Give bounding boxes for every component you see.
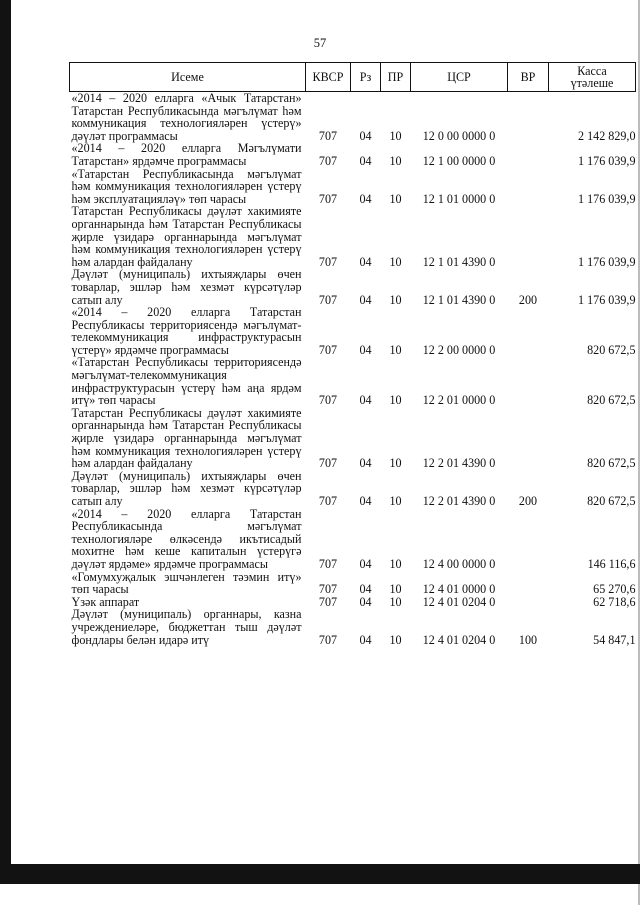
row-amount: 2 142 829,0 bbox=[578, 128, 636, 143]
row-kvsr: 707 bbox=[318, 191, 338, 206]
row-pr: 10 bbox=[389, 342, 402, 357]
row-vr bbox=[508, 142, 549, 167]
row-pr: 10 bbox=[389, 582, 402, 597]
row-csr: 12 1 01 4390 0 bbox=[422, 292, 496, 307]
row-rz: 04 bbox=[359, 153, 372, 168]
table-row bbox=[70, 608, 636, 646]
table-row bbox=[70, 508, 636, 571]
row-vr bbox=[508, 407, 549, 470]
row-csr: 12 4 01 0204 0 bbox=[422, 594, 496, 609]
row-vr bbox=[508, 92, 549, 143]
row-pr: 10 bbox=[389, 254, 402, 269]
row-name: «2014 – 2020 елларга Татарстан Республикасында мәгълүмат технологияләре өлкәсендә икътисадый мохитне һәм кеше капиталын үстерүгә дәүләт ярдәме» ярдәмче программасы bbox=[71, 506, 302, 571]
row-kvsr: 707 bbox=[318, 494, 338, 508]
row-kvsr: 707 bbox=[318, 456, 338, 471]
table-row bbox=[70, 205, 636, 268]
row-csr: 12 2 01 4390 0 bbox=[422, 456, 496, 471]
row-vr bbox=[508, 356, 549, 406]
row-name: Дәүләт (муниципаль) ихтыяҗлары өчен товарлар, эшләр һәм хезмәт күрсәтүләр сатып алу bbox=[71, 267, 302, 307]
row-name: Дәүләт (муниципаль) органнары, казна учреждениеләре, бюджеттан тыш дәүләт фондлары белән идарә итү bbox=[71, 607, 302, 647]
row-amount: 820 672,5 bbox=[587, 494, 636, 508]
row-amount: 820 672,5 bbox=[587, 342, 636, 357]
row-amount: 146 116,6 bbox=[587, 556, 636, 571]
row-rz: 04 bbox=[359, 632, 372, 647]
header-kassa-line2: үтәлеше bbox=[570, 76, 614, 90]
row-csr: 12 2 01 4390 0 bbox=[422, 494, 496, 508]
row-kvsr: 707 bbox=[318, 393, 338, 408]
header-kassa bbox=[549, 63, 636, 92]
header-rz: Рз bbox=[351, 63, 381, 92]
row-amount: 820 672,5 bbox=[587, 456, 636, 471]
row-amount: 1 176 039,9 bbox=[578, 153, 636, 168]
row-vr bbox=[508, 508, 549, 571]
budget-table bbox=[69, 62, 636, 646]
row-amount: 54 847,1 bbox=[593, 632, 636, 647]
row-kvsr: 707 bbox=[318, 594, 338, 609]
header-csr: ЦСР bbox=[411, 63, 508, 92]
row-pr: 10 bbox=[389, 191, 402, 206]
row-pr: 10 bbox=[389, 632, 402, 647]
row-csr: 12 4 01 0000 0 bbox=[422, 582, 496, 597]
table-header-row bbox=[70, 63, 636, 92]
row-pr: 10 bbox=[389, 153, 402, 168]
row-pr: 10 bbox=[389, 128, 402, 143]
row-pr: 10 bbox=[389, 594, 402, 609]
header-vr: ВР bbox=[508, 63, 549, 92]
row-rz: 04 bbox=[359, 556, 372, 571]
row-rz: 04 bbox=[359, 582, 372, 597]
row-name: «Татарстан Республикасы территориясендә мәгълүмат-телекоммуникация инфраструктурасын үстерү һәм аңа ярдәм итү» төп чарасы bbox=[71, 355, 302, 408]
row-csr: 12 1 01 4390 0 bbox=[422, 254, 496, 269]
row-name: «2014 – 2020 елларга Мәгълүмати Татарстан» ярдәмче программасы bbox=[71, 141, 302, 168]
row-vr: 100 bbox=[518, 632, 538, 647]
table-row bbox=[70, 470, 636, 508]
row-rz: 04 bbox=[359, 292, 372, 307]
table-row bbox=[70, 142, 636, 167]
row-pr: 10 bbox=[389, 494, 402, 508]
row-vr bbox=[508, 596, 549, 609]
row-kvsr: 707 bbox=[318, 128, 338, 143]
header-pr: ПР bbox=[381, 63, 411, 92]
row-pr: 10 bbox=[389, 556, 402, 571]
row-csr: 12 1 00 0000 0 bbox=[422, 153, 496, 168]
row-name: Дәүләт (муниципаль) ихтыяҗлары өчен товарлар, эшләр һәм хезмәт күрсәтүләр сатып алу bbox=[71, 468, 302, 508]
row-vr: 200 bbox=[518, 494, 538, 508]
scan-border-bottom bbox=[0, 864, 640, 884]
row-csr: 12 0 00 0000 0 bbox=[422, 128, 496, 143]
row-pr: 10 bbox=[389, 393, 402, 408]
row-vr bbox=[508, 205, 549, 268]
table-row bbox=[70, 356, 636, 406]
row-kvsr: 707 bbox=[318, 632, 338, 647]
scan-border-left bbox=[0, 0, 11, 880]
row-amount: 1 176 039,9 bbox=[578, 191, 636, 206]
row-rz: 04 bbox=[359, 494, 372, 508]
table-row bbox=[70, 306, 636, 356]
table-row bbox=[70, 268, 636, 306]
row-rz: 04 bbox=[359, 594, 372, 609]
table-row bbox=[70, 168, 636, 206]
table-row bbox=[70, 407, 636, 470]
row-rz: 04 bbox=[359, 128, 372, 143]
row-rz: 04 bbox=[359, 191, 372, 206]
row-csr: 12 1 01 0000 0 bbox=[422, 191, 496, 206]
row-amount: 1 176 039,9 bbox=[578, 254, 636, 269]
row-vr bbox=[508, 168, 549, 206]
row-vr bbox=[508, 571, 549, 596]
header-name: Исеме bbox=[70, 63, 306, 92]
row-name: «2014 – 2020 елларга «Ачык Татарстан» Татарстан Республикасында мәгълүмат һәм коммуникация технологияләрен үстерү» дәүләт программасы bbox=[71, 91, 302, 143]
table-body bbox=[70, 92, 636, 647]
row-csr: 12 4 01 0204 0 bbox=[422, 632, 496, 647]
page-number: 57 bbox=[313, 36, 327, 50]
row-amount: 65 270,6 bbox=[593, 582, 636, 597]
row-rz: 04 bbox=[359, 456, 372, 471]
row-kvsr: 707 bbox=[318, 342, 338, 357]
row-kvsr: 707 bbox=[318, 153, 338, 168]
row-amount: 820 672,5 bbox=[587, 393, 636, 408]
row-pr: 10 bbox=[389, 456, 402, 471]
header-kvsr: КВСР bbox=[306, 63, 351, 92]
table-row bbox=[70, 92, 636, 143]
row-name: «Татарстан Республикасында мәгълүмат һәм коммуникация технологияләрен үстерү һәм эксплуатацияләү» төп чарасы bbox=[71, 166, 302, 206]
row-pr: 10 bbox=[389, 292, 402, 307]
row-name: Татарстан Республикасы дәүләт хакимияте органнарында һәм Татарстан Республикасы җирле үзидарә органнарында мәгълүмат һәм коммуникация технологияләрен үстерү һәм алардан файдалану bbox=[71, 405, 302, 471]
row-rz: 04 bbox=[359, 342, 372, 357]
row-name: Үзәк аппарат bbox=[71, 594, 140, 609]
row-amount: 1 176 039,9 bbox=[578, 292, 636, 307]
header-kassa-line1: Касса bbox=[577, 64, 607, 78]
table-row bbox=[70, 571, 636, 596]
row-kvsr: 707 bbox=[318, 556, 338, 571]
row-csr: 12 2 00 0000 0 bbox=[422, 342, 496, 357]
row-csr: 12 2 01 0000 0 bbox=[422, 393, 496, 408]
row-amount: 62 718,6 bbox=[593, 594, 636, 609]
row-rz: 04 bbox=[359, 393, 372, 408]
row-vr bbox=[508, 306, 549, 356]
row-name: Татарстан Республикасы дәүләт хакимияте органнарында һәм Татарстан Республикасы җирле үзидарә органнарында мәгълүмат һәм коммуникация технологияләрен үстерү һәм алардан файдалану bbox=[71, 204, 302, 269]
row-name: «2014 – 2020 елларга Татарстан Республикасы территориясендә мәгълүмат-телекоммуникация инфраструктурасын үстерү» ярдәмче программасы bbox=[71, 305, 302, 357]
row-kvsr: 707 bbox=[318, 254, 338, 269]
row-vr: 200 bbox=[518, 292, 538, 307]
row-rz: 04 bbox=[359, 254, 372, 269]
row-name: «Гомумхуҗалык эшчәнлеген тәэмин итү» төп чарасы bbox=[71, 569, 302, 597]
row-csr: 12 4 00 0000 0 bbox=[422, 556, 496, 571]
row-kvsr: 707 bbox=[318, 582, 338, 597]
row-kvsr: 707 bbox=[318, 292, 338, 307]
